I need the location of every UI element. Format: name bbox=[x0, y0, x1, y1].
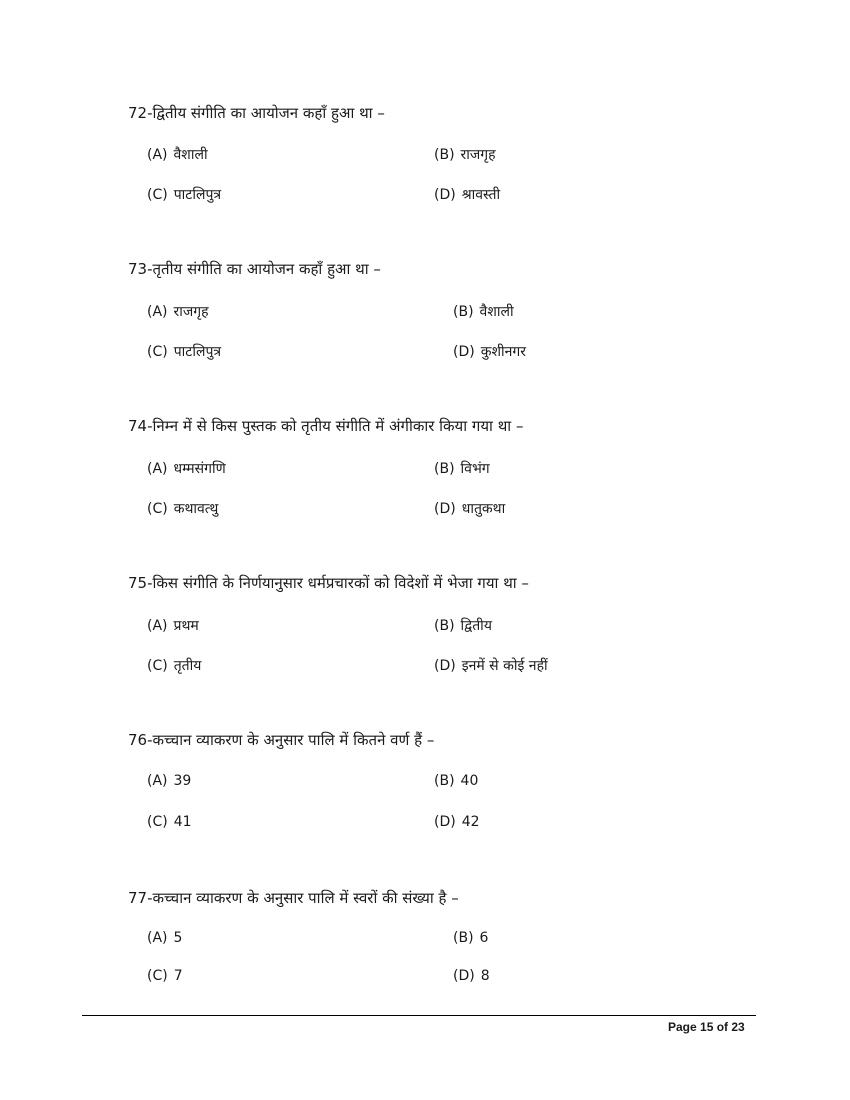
option-text: कुशीनगर bbox=[480, 344, 526, 360]
option-text: कथावत्थु bbox=[173, 501, 219, 517]
option-text: प्रथम bbox=[173, 618, 199, 634]
option-label: (D) bbox=[434, 814, 456, 830]
option-text: धम्मसंगणि bbox=[173, 461, 226, 477]
page-number: Page 15 of 23 bbox=[668, 1020, 745, 1034]
option-text: 6 bbox=[479, 930, 489, 946]
option-d bbox=[434, 656, 548, 675]
option-text: पाटलिपुत्र bbox=[173, 187, 222, 203]
option-label: (D) bbox=[453, 968, 475, 984]
option-c bbox=[147, 185, 221, 204]
option-c bbox=[147, 968, 183, 984]
option-b bbox=[434, 459, 490, 478]
option-label: (C) bbox=[147, 968, 168, 984]
option-label: (B) bbox=[434, 773, 455, 789]
option-a bbox=[147, 930, 182, 946]
option-d bbox=[434, 814, 480, 830]
option-label: (B) bbox=[453, 304, 474, 320]
option-a bbox=[147, 459, 226, 478]
option-text: 5 bbox=[173, 930, 183, 946]
option-label: (B) bbox=[434, 147, 455, 163]
option-text: धातुकथा bbox=[461, 501, 506, 517]
option-b bbox=[434, 616, 492, 635]
option-text: श्रावस्ती bbox=[461, 187, 501, 203]
question-title: 73-तृतीय संगीति का आयोजन कहाँ हुआ था – bbox=[128, 260, 381, 278]
option-label: (C) bbox=[147, 658, 168, 674]
option-text: तृतीय bbox=[173, 658, 202, 674]
option-text: राजगृह bbox=[460, 147, 496, 163]
option-b bbox=[453, 930, 488, 946]
option-a bbox=[147, 302, 209, 321]
option-text: 8 bbox=[480, 968, 490, 984]
option-c bbox=[147, 499, 218, 518]
option-c bbox=[147, 342, 221, 361]
option-a bbox=[147, 616, 199, 635]
option-text: 41 bbox=[173, 814, 192, 830]
option-label: (D) bbox=[434, 501, 456, 517]
option-text: 7 bbox=[173, 968, 183, 984]
option-label: (D) bbox=[434, 658, 456, 674]
option-text: 40 bbox=[460, 773, 479, 789]
question-title: 72-द्वितीय संगीति का आयोजन कहाँ हुआ था – bbox=[128, 104, 385, 122]
option-text: 42 bbox=[461, 814, 480, 830]
option-d bbox=[434, 499, 505, 518]
option-label: (B) bbox=[434, 461, 455, 477]
option-text: 39 bbox=[173, 773, 192, 789]
question-title: 76-कच्चान व्याकरण के अनुसार पालि में कितने वर्ण हैं – bbox=[128, 731, 435, 749]
option-label: (C) bbox=[147, 501, 168, 517]
option-text: पाटलिपुत्र bbox=[173, 344, 222, 360]
question-title: 77-कच्चान व्याकरण के अनुसार पालि में स्वरों की संख्या है – bbox=[128, 889, 459, 907]
option-label: (C) bbox=[147, 344, 168, 360]
option-text: राजगृह bbox=[173, 304, 209, 320]
option-text: वैशाली bbox=[479, 304, 514, 320]
option-label: (A) bbox=[147, 930, 168, 946]
option-label: (A) bbox=[147, 773, 168, 789]
option-d bbox=[453, 968, 490, 984]
footer-divider bbox=[82, 1015, 756, 1016]
option-c bbox=[147, 814, 192, 830]
option-text: द्वितीय bbox=[460, 618, 492, 634]
option-label: (C) bbox=[147, 187, 168, 203]
question-title: 75-किस संगीति के निर्णयानुसार धर्मप्रचारकों को विदेशों में भेजा गया था – bbox=[128, 574, 529, 592]
option-text: वैशाली bbox=[173, 147, 208, 163]
option-d bbox=[434, 185, 500, 204]
option-b bbox=[434, 145, 496, 164]
option-d bbox=[453, 342, 526, 361]
option-a bbox=[147, 145, 208, 164]
option-c bbox=[147, 656, 201, 675]
option-b bbox=[453, 302, 514, 321]
option-label: (A) bbox=[147, 618, 168, 634]
option-label: (A) bbox=[147, 304, 168, 320]
option-label: (D) bbox=[434, 187, 456, 203]
question-title: 74-निम्न में से किस पुस्तक को तृतीय संगीति में अंगीकार किया गया था – bbox=[128, 417, 524, 435]
option-text: इनमें से कोई नहीं bbox=[461, 658, 548, 674]
option-text: विभंग bbox=[460, 461, 490, 477]
option-b bbox=[434, 773, 478, 789]
option-label: (A) bbox=[147, 461, 168, 477]
option-a bbox=[147, 773, 191, 789]
option-label: (B) bbox=[434, 618, 455, 634]
option-label: (B) bbox=[453, 930, 474, 946]
option-label: (D) bbox=[453, 344, 475, 360]
option-label: (A) bbox=[147, 147, 168, 163]
option-label: (C) bbox=[147, 814, 168, 830]
